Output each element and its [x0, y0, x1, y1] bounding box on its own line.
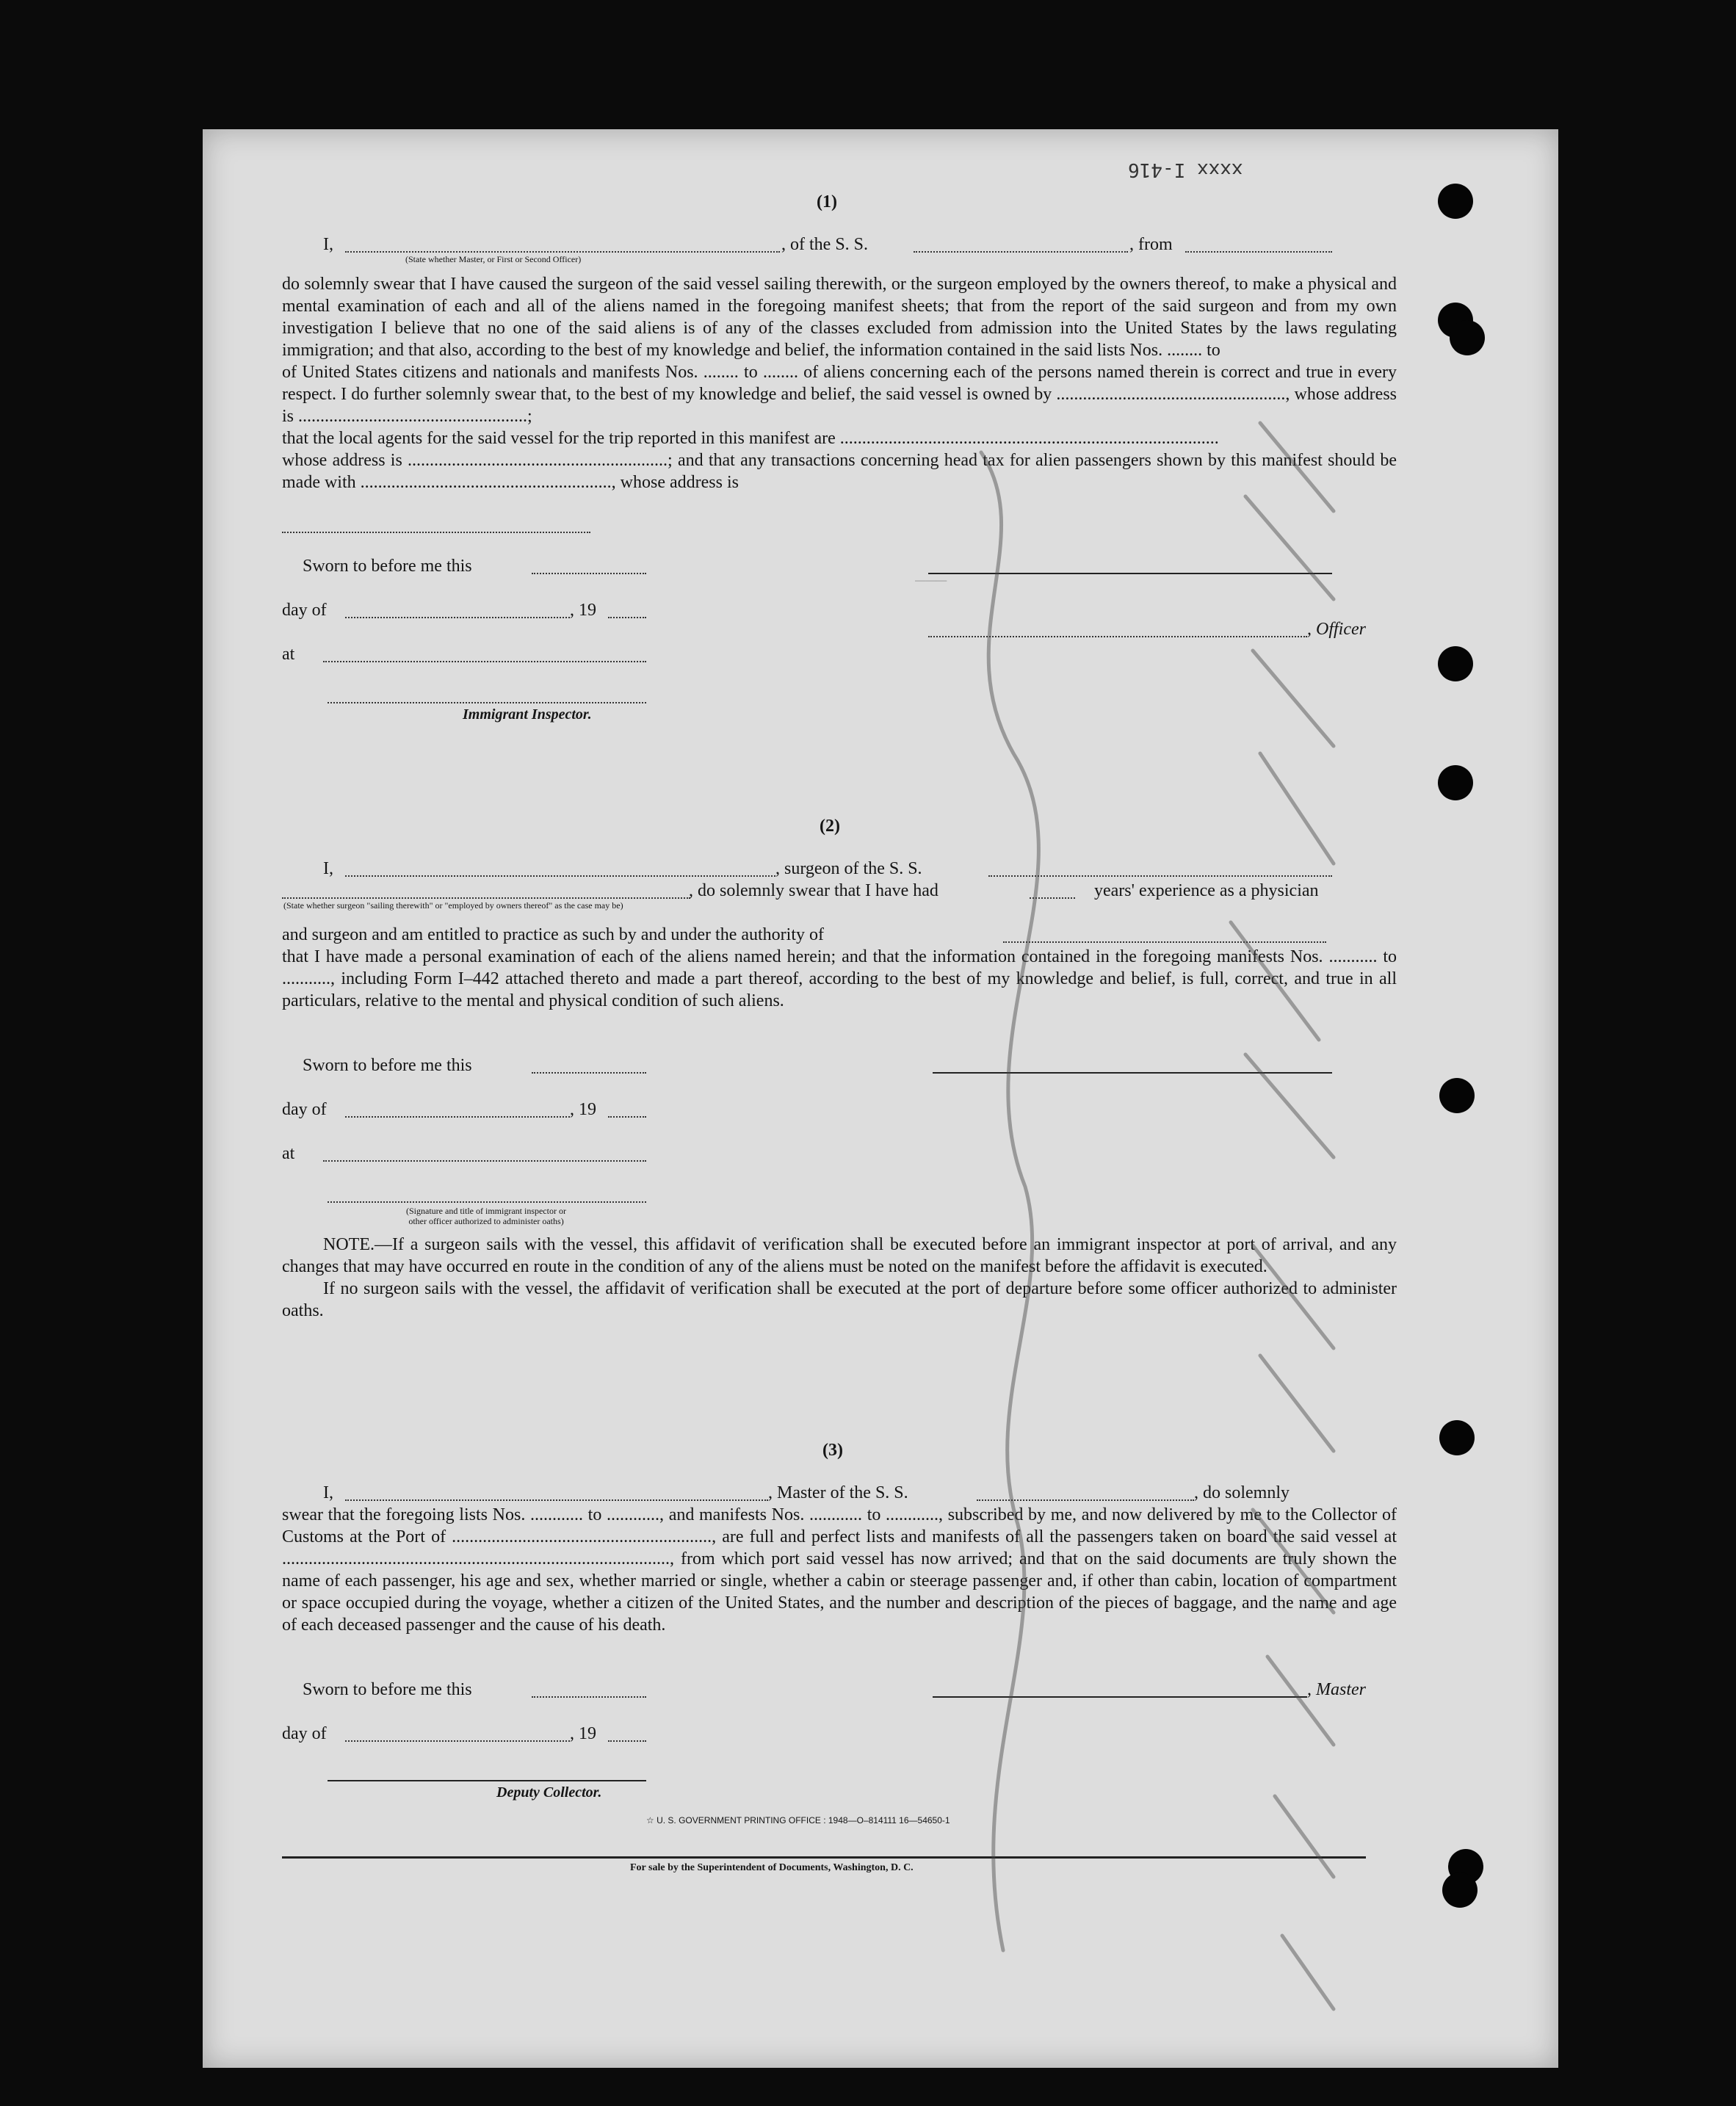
binder-hole	[1438, 765, 1473, 800]
s3-master-label: , Master	[1307, 1680, 1366, 1699]
s2-solemnly-swear-label: , do solemnly swear that I have had	[689, 881, 938, 900]
binder-hole	[1439, 1420, 1475, 1455]
section-3-number: (3)	[822, 1441, 843, 1460]
section-1-number: (1)	[817, 192, 837, 211]
s2-i-label: I,	[323, 859, 333, 878]
s2-note-text-2: If no surgeon sails with the vessel, the affidavit of verification shall be executed at the port of departure before some officer authorized to administer oaths.	[282, 1279, 1397, 1320]
printing-office-line: ☆ U. S. GOVERNMENT PRINTING OFFICE : 1948—O–814111 16—54650-1	[646, 1815, 950, 1825]
binder-hole	[1450, 320, 1485, 355]
s3-sworn-label: Sworn to before me this	[303, 1680, 472, 1699]
document-number: xxxx I-416	[1128, 159, 1243, 181]
s1-oath-text-4: whose address is ...........................................................; and that any transactions concerning head tax for alien passengers shown by this manifest should be made with ........................................................., whose address is	[282, 451, 1397, 492]
s1-at-label: at	[282, 645, 295, 664]
section-2-number: (2)	[820, 817, 840, 836]
s2-signature-hint-1: (Signature and title of immigrant inspector or	[406, 1206, 566, 1216]
s3-master-of-ss-label: , Master of the S. S.	[768, 1483, 908, 1502]
s1-officer-hint: (State whether Master, or First or Second Officer)	[405, 254, 582, 264]
document-page	[203, 129, 1558, 2068]
s2-signature-hint-2: other officer authorized to administer oaths)	[408, 1216, 564, 1226]
s2-nineteen-label: , 19	[570, 1100, 596, 1119]
s2-sworn-label: Sworn to before me this	[303, 1056, 472, 1075]
binder-hole	[1438, 646, 1473, 681]
s1-oath-text-2: of United States citizens and nationals and manifests Nos. ........ to ........ of aliens concerning each of the persons named therein is correct and true in every respect. I do further solemnly swear that, to the best of my knowledge and belief, the said vessel is owned by ...................................................., whose address is ....................................................;	[282, 363, 1397, 426]
s1-nineteen-label: , 19	[570, 601, 596, 620]
binder-hole	[1442, 1872, 1478, 1908]
s3-oath-paragraph: swear that the foregoing lists Nos. ............ to ............, and manifests Nos. ............ to ............, subscribed by me, and now delivered by me to the Collector of Customs at the Port of ..........................................................., are full and perfect lists and manifests of all the passengers taken on board the said vessel at ........................................................................................, from which port said vessel has now arrived; and that on the said documents are truly shown the name of each passenger, his age and sex, whether married or single, whether a cabin or steerage passenger and, if other than cabin, location of compartment or space occupied during the voyage, whether a citizen of the United States, and the number and description of the pieces of baggage, and the name and age of each deceased passenger and the cause of his death.	[282, 1505, 1397, 1635]
for-sale-line: For sale by the Superintendent of Documents, Washington, D. C.	[630, 1862, 914, 1873]
s1-from-label: , from	[1129, 235, 1173, 254]
binder-hole	[1438, 184, 1473, 219]
pencil-marks	[937, 408, 1348, 2053]
s1-oath-text-1: do solemnly swear that I have caused the surgeon of the said vessel sailing therewith, or the surgeon employed by the owners thereof, to make a physical and mental examination of each and all of the aliens named in the foregoing manifest sheets; that from the report of the said surgeon and from my own investigation I believe that no one of the said aliens is of any of the classes excluded from admission into the United States by the laws regulating immigration; and that also, according to the best of my knowledge and belief, the information contained in the said lists Nos. ........ to	[282, 275, 1397, 360]
s1-i-label: I,	[323, 235, 333, 254]
s3-nineteen-label: , 19	[570, 1724, 596, 1743]
s3-do-solemnly-label: , do solemnly	[1194, 1483, 1290, 1502]
s1-of-ss-label: , of the S. S.	[781, 235, 869, 254]
s3-deputy-collector-label: Deputy Collector.	[496, 1784, 602, 1801]
s2-surgeon-of-ss-label: , surgeon of the S. S.	[775, 859, 922, 878]
s2-oath-text-1: and surgeon and am entitled to practice as such by and under the authority of	[282, 925, 824, 944]
s1-day-of-label: day of	[282, 601, 327, 620]
s2-years-experience-label: years' experience as a physician	[1094, 881, 1319, 900]
s1-sworn-label: Sworn to before me this	[303, 557, 472, 576]
s3-i-label: I,	[323, 1483, 333, 1502]
s2-at-label: at	[282, 1144, 295, 1163]
s2-oath-text-2: that I have made a personal examination of each of the aliens named herein; and that the information contained in the foregoing manifests Nos. ........... to ..........., including Form I–442 attached thereto and made a part thereof, according to the best of my knowledge and belief, is full, correct, and true in all particulars, relative to the mental and physical condition of such aliens.	[282, 947, 1397, 1010]
s1-officer-label: , Officer	[1307, 620, 1366, 639]
s3-day-of-label: day of	[282, 1724, 327, 1743]
bleed-through-mark: ———	[915, 570, 947, 590]
binder-hole	[1439, 1078, 1475, 1113]
s1-immigrant-inspector-label: Immigrant Inspector.	[463, 706, 592, 723]
s2-note-text-1: NOTE.—If a surgeon sails with the vessel, this affidavit of verification shall be executed before an immigrant inspector at port of arrival, and any changes that may have occurred en route in the condition of any of the aliens must be noted on the manifest before the affidavit is executed.	[282, 1235, 1397, 1276]
s2-day-of-label: day of	[282, 1100, 327, 1119]
s2-surgeon-hint: (State whether surgeon "sailing therewith" or "employed by owners thereof" as the case may be)	[283, 900, 623, 911]
s1-oath-text-3: that the local agents for the said vessel for the trip reported in this manifest are ......................................................................................	[282, 429, 1219, 448]
